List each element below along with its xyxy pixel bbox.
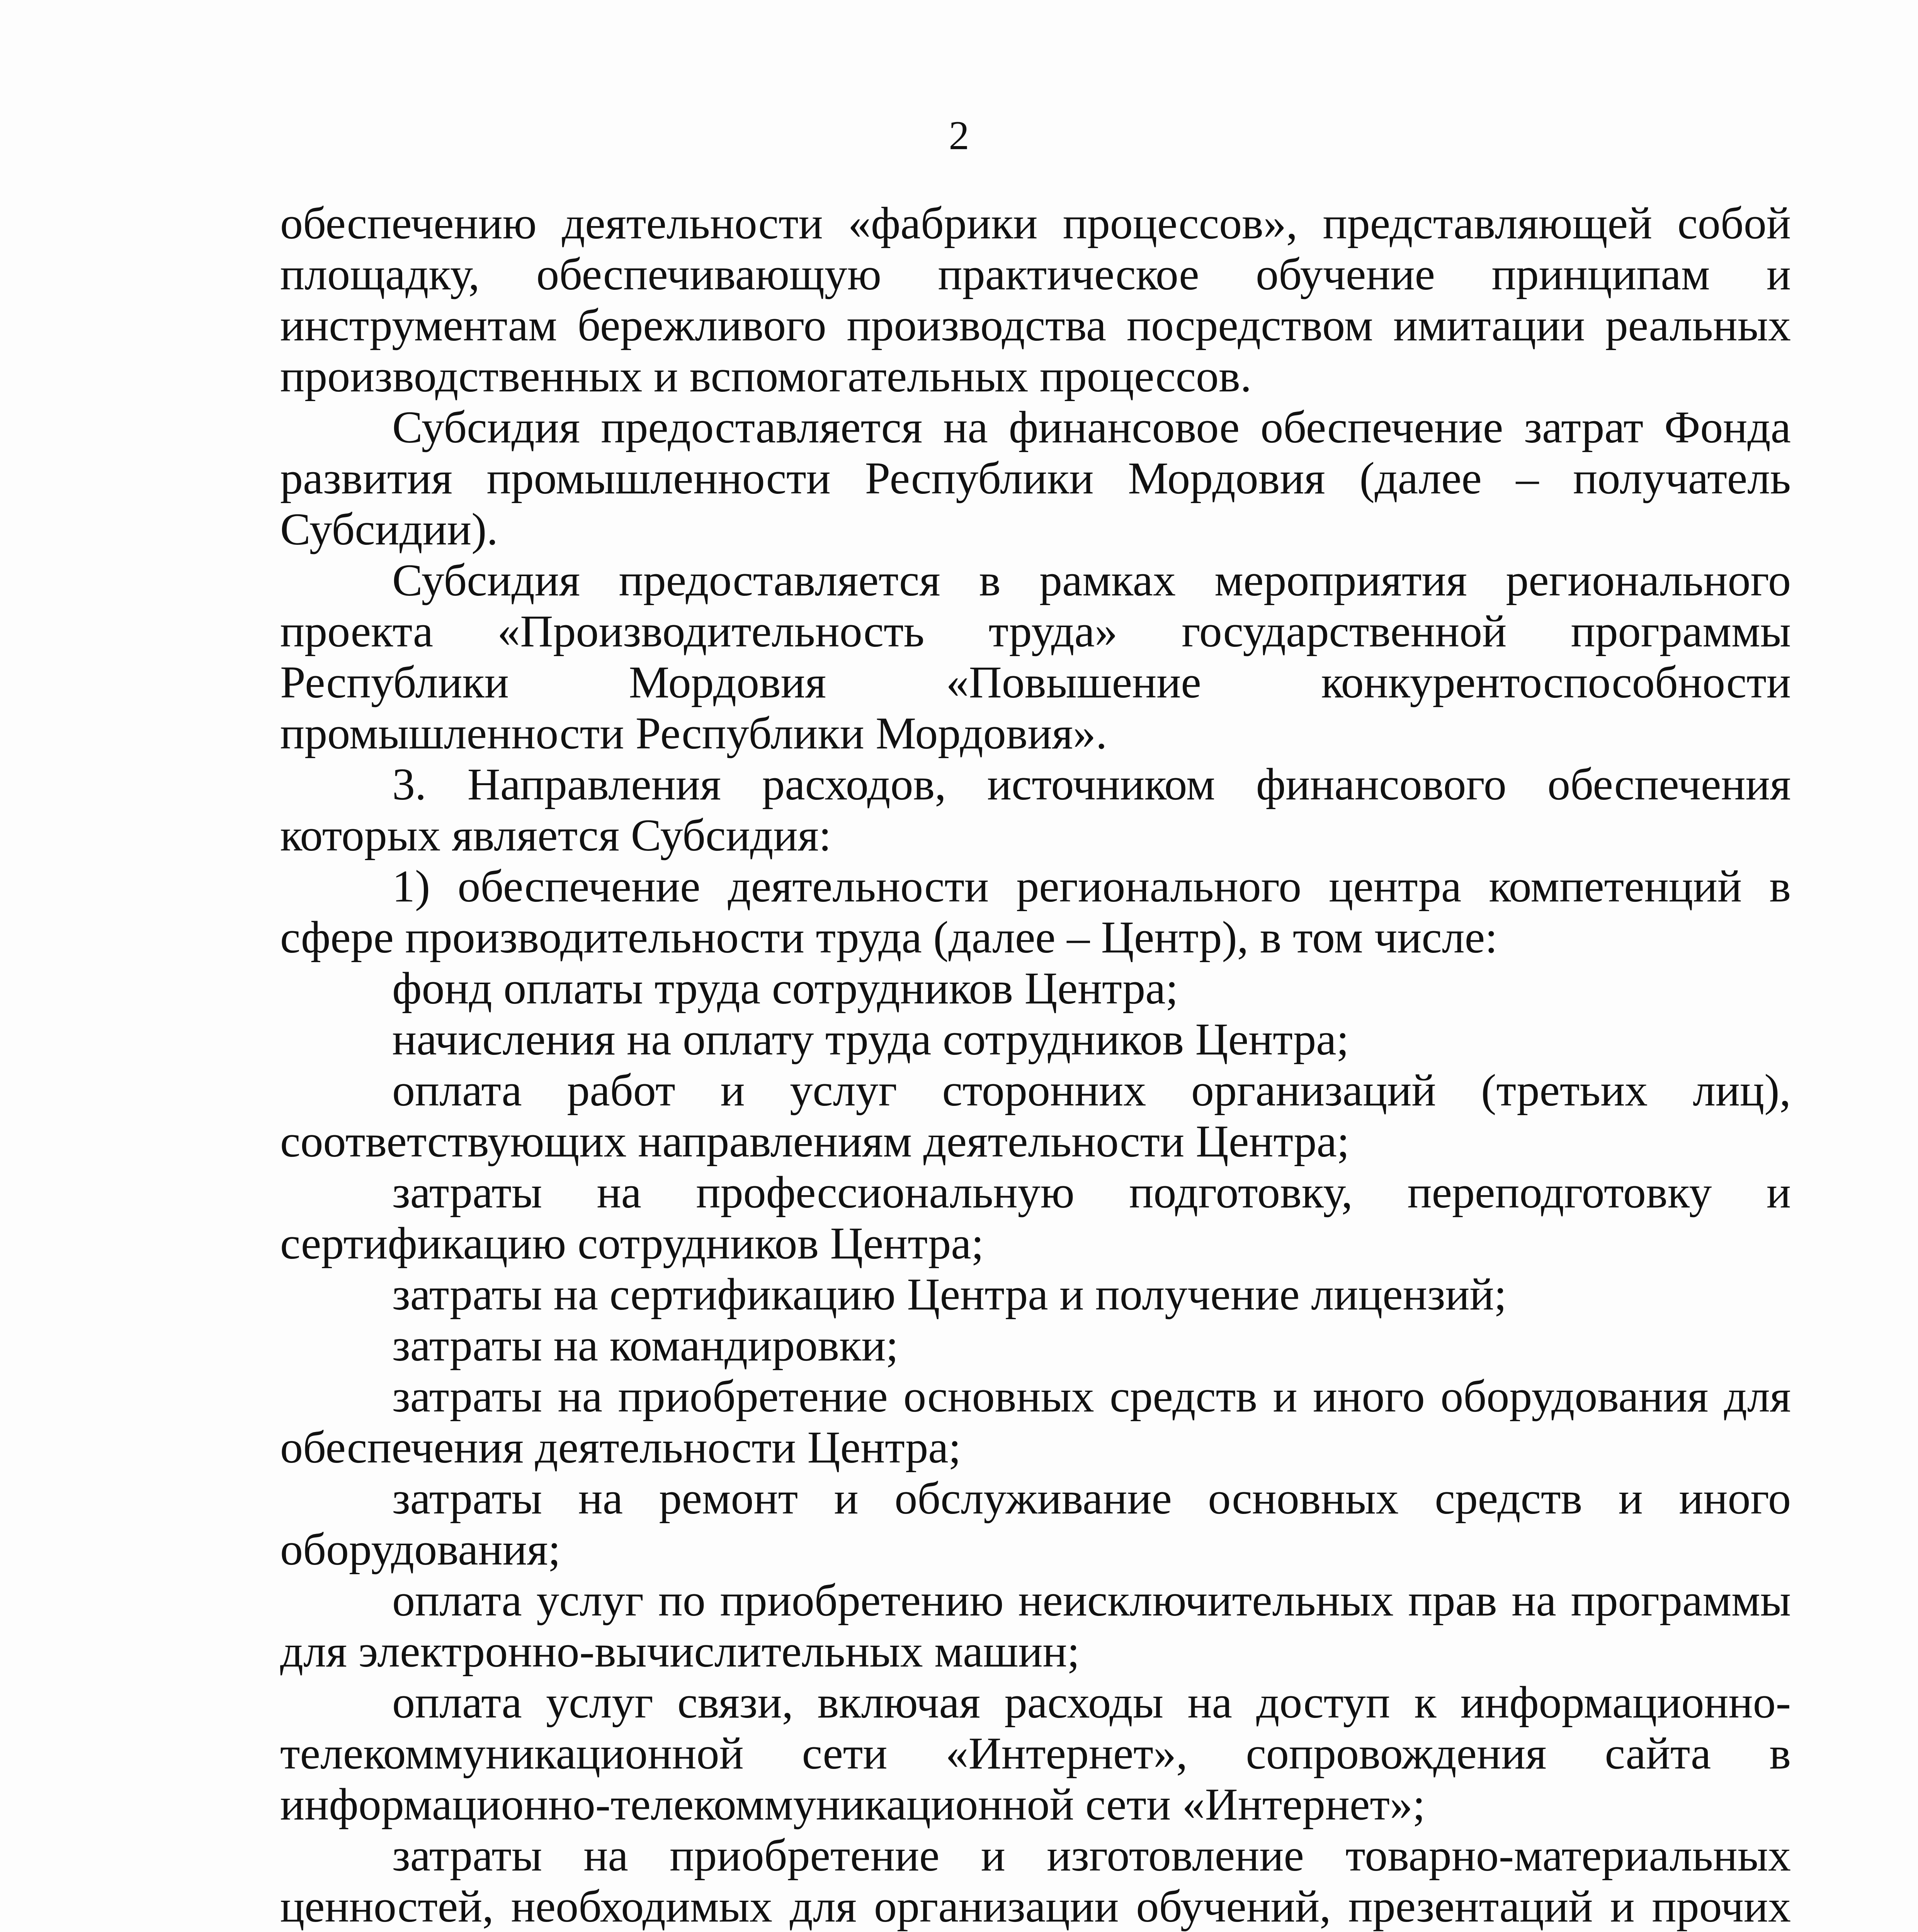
document-body xyxy=(280,198,1791,1932)
paragraph: обеспечению деятельности «фабрики процессов», представляющей собой площадку, обеспечивающую практическое обучение принципам и инструментам бережливого производства посредством имитации реальных производственных и вспомогательных процессов. xyxy=(280,198,1791,401)
paragraph: фонд оплаты труда сотрудников Центра; xyxy=(392,963,1178,1014)
paragraph: оплата услуг связи, включая расходы на доступ к информационно-телекоммуникационной сети «Интернет», сопровождения сайта в информационно-телекоммуникационной сети «Интернет»; xyxy=(280,1677,1791,1830)
paragraph: Субсидия предоставляется в рамках мероприятия регионального проекта «Производительность труда» государственной программы Республики Мордовия «Повышение конкурентоспособности промышленности Республики Мордовия». xyxy=(280,555,1791,759)
paragraph: затраты на командировки; xyxy=(392,1320,899,1371)
paragraph: затраты на приобретение и изготовление товарно-материальных ценностей, необходимых для организации обучений, презентаций и прочих xyxy=(280,1830,1791,1932)
paragraph: затраты на ремонт и обслуживание основных средств и иного оборудования; xyxy=(280,1473,1791,1575)
page-number: 2 xyxy=(949,113,969,158)
paragraph: затраты на сертификацию Центра и получение лицензий; xyxy=(392,1269,1507,1320)
paragraph: затраты на приобретение основных средств и иного оборудования для обеспечения деятельности Центра; xyxy=(280,1371,1791,1473)
paragraph: начисления на оплату труда сотрудников Центра; xyxy=(392,1014,1349,1065)
paragraph: оплата услуг по приобретению неисключительных прав на программы для электронно-вычислительных машин; xyxy=(280,1575,1791,1677)
paragraph: оплата работ и услуг сторонних организаций (третьих лиц), соответствующих направлениям деятельности Центра; xyxy=(280,1065,1791,1167)
paragraph: 3. Направления расходов, источником финансового обеспечения которых является Субсидия: xyxy=(280,759,1791,861)
paragraph: 1) обеспечение деятельности регионального центра компетенций в сфере производительности труда (далее – Центр), в том числе: xyxy=(280,861,1791,963)
paragraph: Субсидия предоставляется на финансовое обеспечение затрат Фонда развития промышленности Республики Мордовия (далее – получатель Субсидии). xyxy=(280,402,1791,554)
paragraph: затраты на профессиональную подготовку, переподготовку и сертификацию сотрудников Центра; xyxy=(280,1167,1791,1269)
